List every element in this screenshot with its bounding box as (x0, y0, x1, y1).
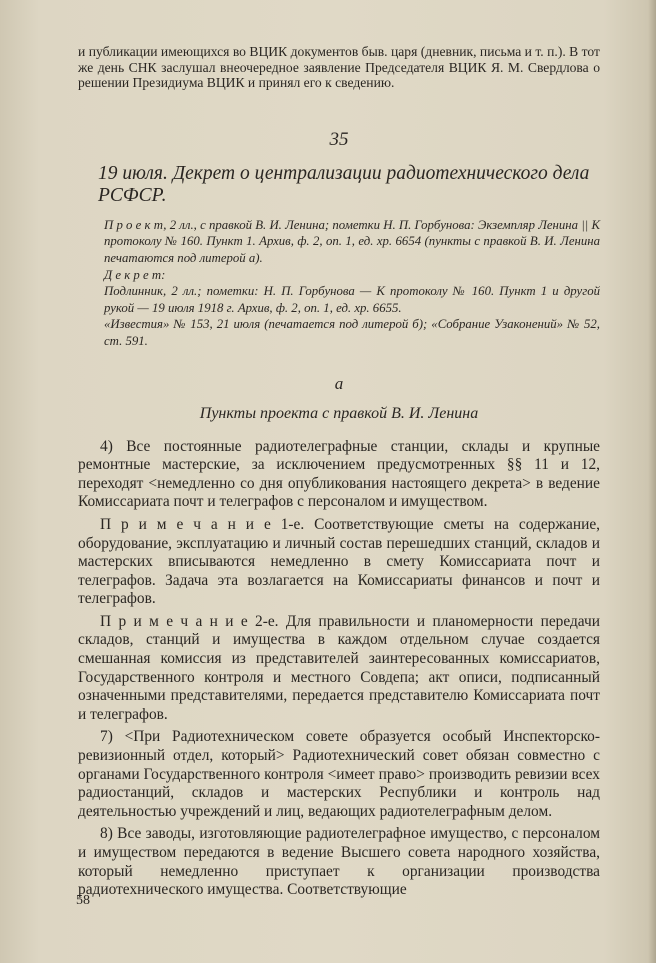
section-letter: а (334, 373, 344, 393)
paragraph-8: 8) Все заводы, изготовляющие радиотелеграфное имущество, с персоналом и имуществом передаются в ведение Высшего совета народного хозяйства, который немедленно приступает к организации производства радиотехнического имущества. Соответствующие (78, 825, 600, 899)
document-number: 35 (329, 128, 349, 150)
source-original: Подлинник, 2 лл.; пометки: Н. П. Горбунова — К протоколу № 160. Пункт 1 и другой рукой — 19 июля 1918 г. Архив, ф. 2, оп. 1, ед. хр. 6655. (104, 284, 600, 315)
intro-paragraph: и публикации имеющихся во ВЦИК документов быв. царя (дневник, письма и т. п.). В тот же день СНК заслушал внеочередное заявление Председателя ВЦИК Я. М. Свердлова о решении Президиума ВЦИК и принял его к сведению. (78, 44, 600, 91)
source-notes (104, 217, 600, 350)
section-title: Пункты проекта с правкой В. И. Ленина (199, 404, 479, 422)
source-decree-label: Д е к р е т: (104, 267, 166, 282)
note-1: П р и м е ч а н и е 1-е. Соответствующие сметы на содержание, оборудование, эксплуатацию и личный состав перешедших станций, складов и мастерских вписываются немедленно в смету Комиссариата почт и телеграфов. Задача эта возлагается на Комиссариаты финансов и почт и телеграфов. (78, 515, 600, 608)
binding-edge (648, 0, 656, 963)
source-publications: «Известия» № 153, 21 июля (печатается под литерой б); «Собрание Узаконений» № 52, ст. 591. (104, 317, 600, 348)
source-project: П р о е к т, 2 лл., с правкой В. И. Ленина; пометки Н. П. Горбунова: Экземпляр Ленина || К протоколу № 160. Пункт 1. Архив, ф. 2, оп. 1, ед. хр. 6654 (пункты с правкой В. И. Ленина печатаются под литерой а). (104, 217, 600, 265)
page-content (78, 44, 600, 904)
document-title: 19 июля. Декрет о централизации радиотехнического дела РСФСР. (98, 162, 590, 206)
note-2: П р и м е ч а н и е 2-е. Для правильности и планомерности передачи складов, станций и имущества в каждом отдельном случае создается смешанная комиссия из представителей заинтересованных комиссариатов, Государственного контроля и местного Совдепа; акт описи, подписанный означенными представителями, передается представителю Комиссариата почт и телеграфов. (78, 612, 600, 723)
page-number: 58 (76, 893, 90, 908)
body-text (78, 438, 600, 900)
paragraph-4: 4) Все постоянные радиотелеграфные станции, склады и крупные ремонтные мастерские, за исключением предусмотренных §§ 11 и 12, переходят <немедленно со дня опубликования настоящего декрета> в ведение Комиссариата почт и телеграфов с персоналом и имуществом. (78, 437, 600, 511)
paragraph-7: 7) <При Радиотехническом совете образуется особый Инспекторско-ревизионный отдел, который> Радиотехнический совет обязан совместно с органами Государственного контроля <имеет право> производить ревизии всех радиостанций, складов и мастерских Республики и контроль над деятельностью учреждений и лиц, ведающих радиотелеграфным делом. (78, 728, 600, 820)
